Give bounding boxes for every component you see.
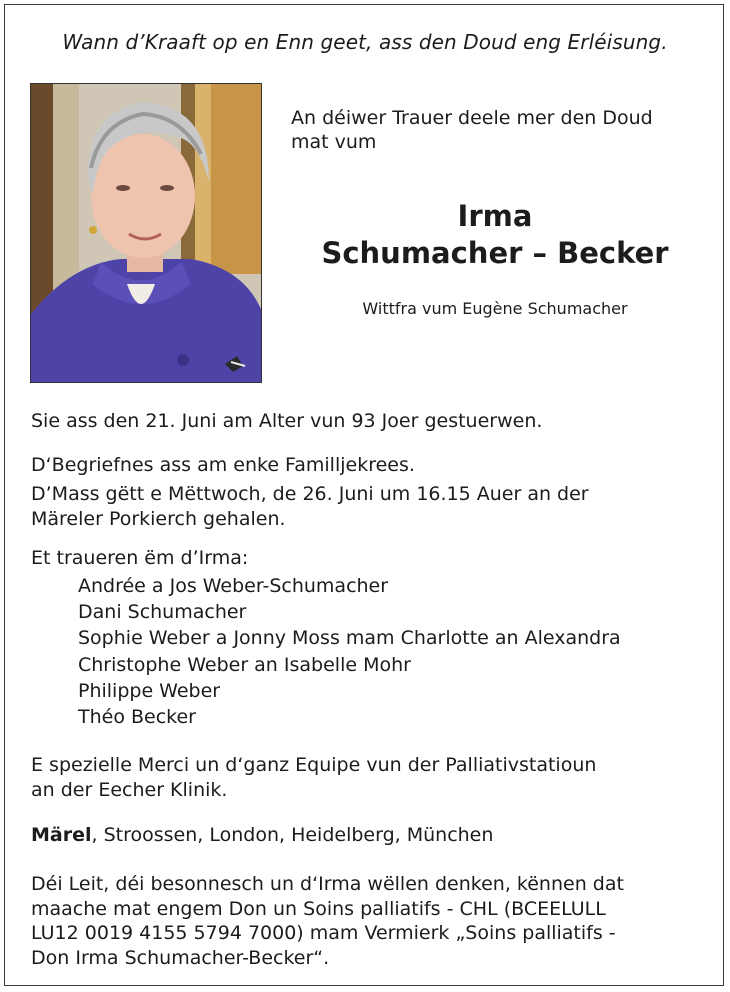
mourners-heading: Et traueren ëm d’Irma: xyxy=(31,547,249,569)
mass-notice xyxy=(31,482,589,532)
mourner-item: Théo Becker xyxy=(78,706,196,729)
donation-line: Déi Leit, déi besonnesch un d‘Irma wëllen denken, kënnen dat xyxy=(31,873,624,895)
place-others: , Stroossen, London, Heidelberg, München xyxy=(91,824,494,846)
thanks-line: an der Eecher Klinik. xyxy=(31,779,228,801)
mourner-item: Andrée a Jos Weber-Schumacher xyxy=(78,575,389,597)
intro-line: mat vum xyxy=(291,131,377,153)
mourner-item: Philippe Weber xyxy=(78,679,221,702)
places-line xyxy=(31,823,493,848)
mourner-item: Sophie Weber a Jonny Moss mam Charlotte an Alexandra xyxy=(78,627,621,650)
death-notice: Sie ass den 21. Juni am Alter vun 93 Joer gestuerwen. xyxy=(31,410,543,432)
donation-note xyxy=(31,872,624,970)
donation-line: Don Irma Schumacher-Becker“. xyxy=(31,946,330,969)
donation-line: LU12 0019 4155 5794 7000) mam Vermierk „Soins palliatifs - xyxy=(31,922,616,944)
mass-line: Märeler Porkierch gehalen. xyxy=(31,508,286,530)
first-name: Irma xyxy=(457,199,533,233)
intro-line: An déiwer Trauer deele mer den Doud xyxy=(291,107,653,129)
widow-of: Wittfra vum Eugène Schumacher xyxy=(362,299,628,318)
last-name: Schumacher – Becker xyxy=(321,236,669,270)
mass-line: D’Mass gëtt e Mëttwoch, de 26. Juni um 16.15 Auer an der xyxy=(31,483,589,505)
portrait-photo xyxy=(30,83,262,383)
intro-text xyxy=(291,106,711,154)
thanks-line: E spezielle Merci un d‘ganz Equipe vun der Palliativstatioun xyxy=(31,754,597,776)
motto: Wann d’Kraaft op en Enn geet, ass den Doud eng Erléisung. xyxy=(62,30,668,54)
mourner-item: Christophe Weber an Isabelle Mohr xyxy=(78,653,411,676)
deceased-name xyxy=(290,198,700,272)
place-primary: Märel xyxy=(31,824,92,846)
mourner-item: Dani Schumacher xyxy=(78,601,247,624)
thanks-note xyxy=(31,753,596,803)
burial-notice: D‘Begriefnes ass am enke Familljekrees. xyxy=(31,454,415,476)
donation-line: maache mat engem Don un Soins palliatifs - CHL (BCEELULL xyxy=(31,897,606,920)
mourners-list xyxy=(78,573,621,730)
